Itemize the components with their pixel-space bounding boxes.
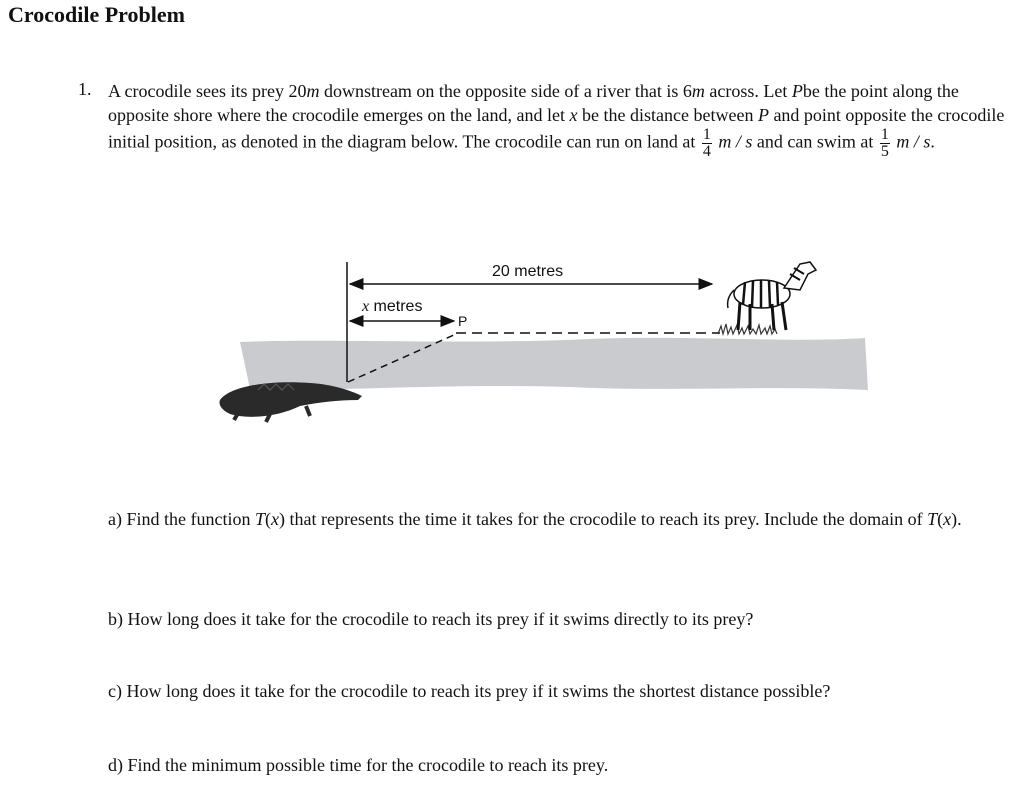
problem-text-part: downstream on the opposite side of a river that is 6 (319, 81, 692, 101)
grass (718, 324, 777, 334)
speed-unit: m / s (891, 131, 931, 152)
question-d: d) Find the minimum possible time for the crocodile to reach its prey. (108, 755, 609, 775)
question-c: c) How long does it take for the crocodile to reach its prey if it swims the shortest distance possible? (108, 681, 831, 701)
fraction-denominator: 5 (880, 143, 889, 160)
question-b: b) How long does it take for the crocodile to reach its prey if it swims directly to its prey? (108, 609, 754, 629)
x-var: x (943, 509, 952, 529)
river (240, 338, 868, 390)
label-x-var: x (362, 298, 370, 315)
page-title: Crocodile Problem (8, 2, 185, 27)
x-var: x (271, 509, 279, 529)
problem-text-part: . (930, 131, 935, 152)
problem-number: 1. (78, 79, 92, 99)
river-diagram (210, 250, 880, 430)
fraction-numerator: 1 (702, 126, 711, 143)
problem-text-part: and can swim at (752, 131, 878, 152)
problem-statement (108, 79, 1013, 160)
question-text: that represents the time it takes for the crocodile to reach its prey. Include the domain of (285, 509, 928, 529)
point-var: P (757, 105, 769, 125)
unit-var: m (691, 81, 705, 101)
question-text: ). (951, 509, 962, 529)
run-speed-fraction (702, 127, 712, 160)
fraction-numerator: 1 (880, 126, 889, 143)
x-var: x (569, 105, 578, 125)
problem-text-part: across. Let (704, 81, 792, 101)
speed-unit: m / s (713, 131, 753, 152)
label-20-metres: 20 metres (492, 263, 564, 280)
problem-text-part: A crocodile sees its prey 20 (108, 81, 307, 101)
problem-text-part: be the distance between (577, 105, 758, 125)
function-var: T (927, 509, 938, 529)
crocodile (219, 382, 362, 422)
unit-var: m (306, 81, 320, 101)
problem-text-part: and point opposite the crocodile initial position, as denoted in the diagram below. The crocodile can run on land at (108, 105, 1005, 152)
swim-speed-fraction (880, 127, 890, 160)
label-p: P (458, 313, 468, 329)
label-x-metres (361, 298, 422, 315)
point-var: P (791, 81, 803, 101)
label-x-unit: metres (369, 298, 423, 315)
zebra-prey (728, 262, 816, 330)
question-a: a) Find the function T(x) that represents the time it takes for the crocodile to reach its prey. Include the domain of T(x). (108, 509, 962, 529)
problem-text-part: be the point along the opposite shore where the crocodile emerges on the land, and let (108, 81, 959, 125)
fraction-denominator: 4 (702, 143, 711, 160)
function-var: T (254, 509, 265, 529)
question-text: a) Find the function (108, 509, 255, 529)
